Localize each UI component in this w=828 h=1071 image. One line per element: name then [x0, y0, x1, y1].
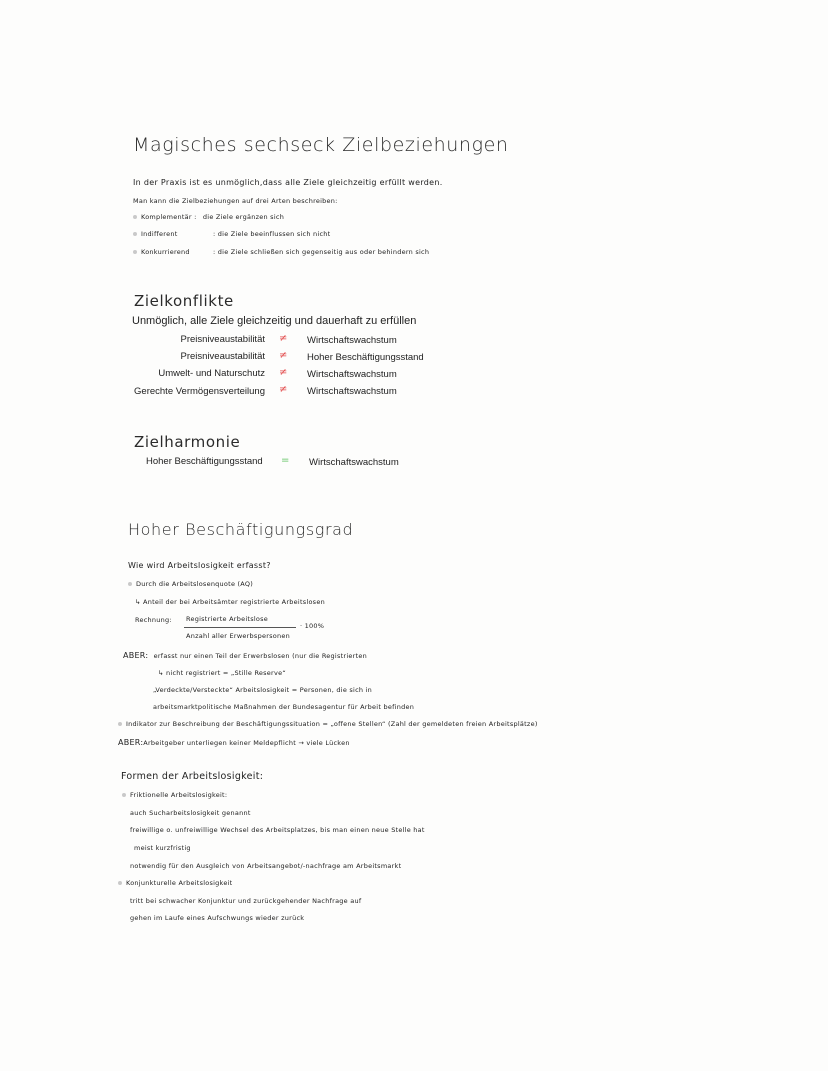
zielkonflikte-subtitle: Unmöglich, alle Ziele gleichzeitig und dauerhaft zu erfüllen — [132, 315, 417, 327]
conflict-left-2: Preisniveaustabilität — [180, 351, 265, 362]
massnahmen-line: arbeitsmarktpolitische Maßnahmen der Bundesagentur für Arbeit befinden — [153, 703, 415, 711]
indikator-line — [118, 720, 538, 728]
section-title-zielharmonie: Zielharmonie — [134, 433, 241, 451]
konjunkturelle-heading — [118, 879, 232, 887]
bullet-icon — [133, 232, 137, 236]
friktionelle-c: meist kurzfristig — [134, 844, 191, 852]
aber-text: Arbeitgeber unterliegen keiner Meldepflicht → viele Lücken — [143, 739, 350, 747]
equal-icon: = — [281, 455, 290, 466]
not-equal-icon: ≠ — [279, 333, 288, 344]
aber-text: erfasst nur einen Teil der Erwerbslosen (nur die Registrierten — [153, 652, 367, 660]
calc-times: · 100% — [300, 622, 325, 630]
aber-1 — [123, 651, 367, 660]
conflict-left-1: Preisniveaustabilität — [180, 334, 265, 345]
bullet-icon — [133, 250, 137, 254]
konjunkturelle-text: Konjunkturelle Arbeitslosigkeit — [126, 879, 233, 887]
bullet-icon — [122, 793, 126, 797]
calc-denominator: Anzahl aller Erwerbspersonen — [186, 632, 290, 640]
stille-reserve: ↳ nicht registriert = „Stille Reserve“ — [158, 669, 286, 677]
type-item-komplementaer — [133, 213, 284, 221]
harmony-left: Hoher Beschäftigungsstand — [146, 456, 263, 467]
type-item-konkurrierend — [133, 248, 190, 256]
verdeckte-line: „Verdeckte/Versteckte“ Arbeitslosigkeit = Personen, die sich in — [153, 686, 373, 694]
section-title-zielkonflikte: Zielkonflikte — [134, 292, 234, 310]
type-desc: die Ziele ergänzen sich — [202, 213, 285, 221]
conflict-right-4: Wirtschaftswachstum — [307, 386, 397, 397]
calc-label: Rechnung: — [135, 616, 172, 624]
bullet-icon — [118, 881, 122, 885]
harmony-right: Wirtschaftswachstum — [309, 457, 399, 468]
aq-text: Durch die Arbeitslosenquote (AQ) — [136, 580, 254, 588]
aber-label: ABER: — [118, 738, 144, 747]
friktionelle-text: Friktionelle Arbeitslosigkeit: — [130, 791, 228, 799]
type-term: Indifferent — [141, 230, 178, 238]
section-title-beschaeftigungsgrad: Hoher Beschäftigungsgrad — [128, 520, 354, 539]
not-equal-icon: ≠ — [279, 350, 288, 361]
aq-line — [128, 580, 253, 588]
aber-2 — [118, 738, 350, 747]
indikator-text: Indikator zur Beschreibung der Beschäftigungssituation = „offene Stellen“ (Zahl der gemeldeten freien Arbeitsplätze) — [126, 720, 538, 728]
type-term: Komplementär : — [141, 213, 197, 221]
konjunkturelle-b: gehen im Laufe eines Aufschwungs wieder zurück — [130, 914, 305, 922]
question-line: Wie wird Arbeitslosigkeit erfasst? — [128, 561, 271, 570]
section-title-magisches-sechseck: Magisches sechseck Zielbeziehungen — [133, 134, 509, 156]
conflict-left-3: Umwelt- und Naturschutz — [158, 368, 265, 379]
fraction-line — [184, 627, 296, 628]
bullet-icon — [128, 582, 132, 586]
conflict-right-1: Wirtschaftswachstum — [307, 335, 397, 346]
friktionelle-d: notwendig für den Ausgleich von Arbeitsangebot/-nachfrage am Arbeitsmarkt — [130, 862, 402, 870]
conflict-right-2: Hoher Beschäftigungsstand — [307, 352, 424, 363]
type-desc-konkurrierend: : die Ziele schließen sich gegenseitig aus oder behindern sich — [213, 248, 430, 256]
intro-line-2: Man kann die Zielbeziehungen auf drei Arten beschreiben: — [133, 197, 338, 205]
conflict-left-4: Gerechte Vermögensverteilung — [134, 386, 265, 397]
friktionelle-a: auch Sucharbeitslosigkeit genannt — [130, 809, 251, 817]
bullet-icon — [118, 722, 122, 726]
type-term: Konkurrierend — [141, 248, 190, 256]
aq-definition: ↳ Anteil der bei Arbeitsämter registrierte Arbeitslosen — [135, 598, 325, 606]
konjunkturelle-a: tritt bei schwacher Konjunktur und zurückgehender Nachfrage auf — [130, 897, 362, 905]
friktionelle-b: freiwillige o. unfreiwillige Wechsel des Arbeitsplatzes, bis man einen neue Stelle hat — [130, 826, 425, 834]
aber-label: ABER: — [123, 651, 149, 660]
friktionelle-heading — [122, 791, 227, 799]
not-equal-icon: ≠ — [279, 367, 288, 378]
intro-line-1: In der Praxis ist es unmöglich,dass alle Ziele gleichzeitig erfüllt werden. — [133, 178, 443, 187]
type-item-indifferent — [133, 230, 178, 238]
formen-title: Formen der Arbeitslosigkeit: — [121, 771, 264, 782]
not-equal-icon: ≠ — [279, 384, 288, 395]
calc-numerator: Registrierte Arbeitslose — [186, 615, 269, 623]
type-desc-indifferent: : die Ziele beeinflussen sich nicht — [213, 230, 331, 238]
conflict-right-3: Wirtschaftswachstum — [307, 369, 397, 380]
bullet-icon — [133, 215, 137, 219]
